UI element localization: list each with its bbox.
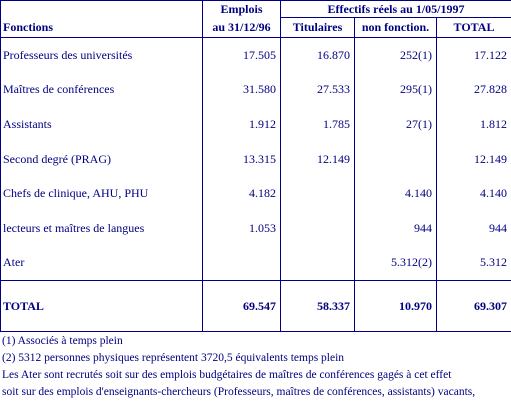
row-label: Second degré (PRAG)	[1, 142, 203, 177]
cell-emplois	[203, 246, 281, 281]
total-non-fonction: 10.970	[355, 281, 437, 332]
cell-emplois: 4.182	[203, 176, 281, 211]
cell-non-fonction: 5.312(2)	[355, 246, 437, 281]
header-fonctions: Fonctions	[1, 18, 203, 38]
cell-emplois: 17.505	[203, 38, 281, 73]
total-row	[1, 281, 511, 332]
cell-emplois: 31.580	[203, 73, 281, 108]
total-total: 69.307	[437, 281, 511, 332]
footnote-2: (2) 5312 personnes physiques représentent 3720,5 équivalents temps plein	[2, 350, 475, 367]
total-emplois: 69.547	[203, 281, 281, 332]
table-row	[1, 107, 511, 142]
cell-total: 944	[437, 211, 511, 246]
footnotes	[2, 333, 475, 401]
footnote-3: Les Ater sont recrutés soit sur des emplois budgétaires de maîtres de conférences gagés à cet effet	[2, 367, 475, 384]
footnote-4: soit sur des emplois d'enseignants-chercheurs (Professeurs, maîtres de conférences, assistants) vacants,	[2, 384, 475, 401]
cell-titulaires	[281, 211, 355, 246]
header-effectifs: Effectifs réels au 1/05/1997	[281, 1, 511, 18]
total-titulaires: 58.337	[281, 281, 355, 332]
table-row	[1, 142, 511, 177]
row-label: Assistants	[1, 107, 203, 142]
cell-non-fonction: 4.140	[355, 176, 437, 211]
header-total: TOTAL	[437, 18, 511, 38]
row-label: Maîtres de conférences	[1, 73, 203, 108]
header-row-1	[1, 1, 511, 18]
cell-emplois: 1.053	[203, 211, 281, 246]
header-emplois-line1: Emplois	[203, 1, 281, 18]
cell-titulaires: 16.870	[281, 38, 355, 73]
cell-total: 5.312	[437, 246, 511, 281]
table-row	[1, 176, 511, 211]
header-non-fonction: non fonction.	[355, 18, 437, 38]
table-row	[1, 211, 511, 246]
table-row	[1, 38, 511, 73]
cell-titulaires: 12.149	[281, 142, 355, 177]
row-label: lecteurs et maîtres de langues	[1, 211, 203, 246]
cell-titulaires: 27.533	[281, 73, 355, 108]
cell-non-fonction	[355, 142, 437, 177]
row-label: Chefs de clinique, AHU, PHU	[1, 176, 203, 211]
total-label: TOTAL	[1, 281, 203, 332]
cell-total: 17.122	[437, 38, 511, 73]
cell-titulaires	[281, 176, 355, 211]
header-emplois-line2: au 31/12/96	[203, 18, 281, 38]
cell-titulaires	[281, 246, 355, 281]
row-label: Professeurs des universités	[1, 38, 203, 73]
cell-emplois: 13.315	[203, 142, 281, 177]
cell-non-fonction: 295(1)	[355, 73, 437, 108]
cell-emplois: 1.912	[203, 107, 281, 142]
cell-total: 12.149	[437, 142, 511, 177]
table-row	[1, 246, 511, 281]
cell-non-fonction: 27(1)	[355, 107, 437, 142]
cell-total: 4.140	[437, 176, 511, 211]
row-label: Ater	[1, 246, 203, 281]
header-titulaires: Titulaires	[281, 18, 355, 38]
header-fonctions-top	[1, 1, 203, 18]
cell-titulaires: 1.785	[281, 107, 355, 142]
table-row	[1, 73, 511, 108]
cell-total: 27.828	[437, 73, 511, 108]
footnote-1: (1) Associés à temps plein	[2, 333, 475, 350]
header-row-2	[1, 18, 511, 38]
cell-total: 1.812	[437, 107, 511, 142]
cell-non-fonction: 252(1)	[355, 38, 437, 73]
cell-non-fonction: 944	[355, 211, 437, 246]
